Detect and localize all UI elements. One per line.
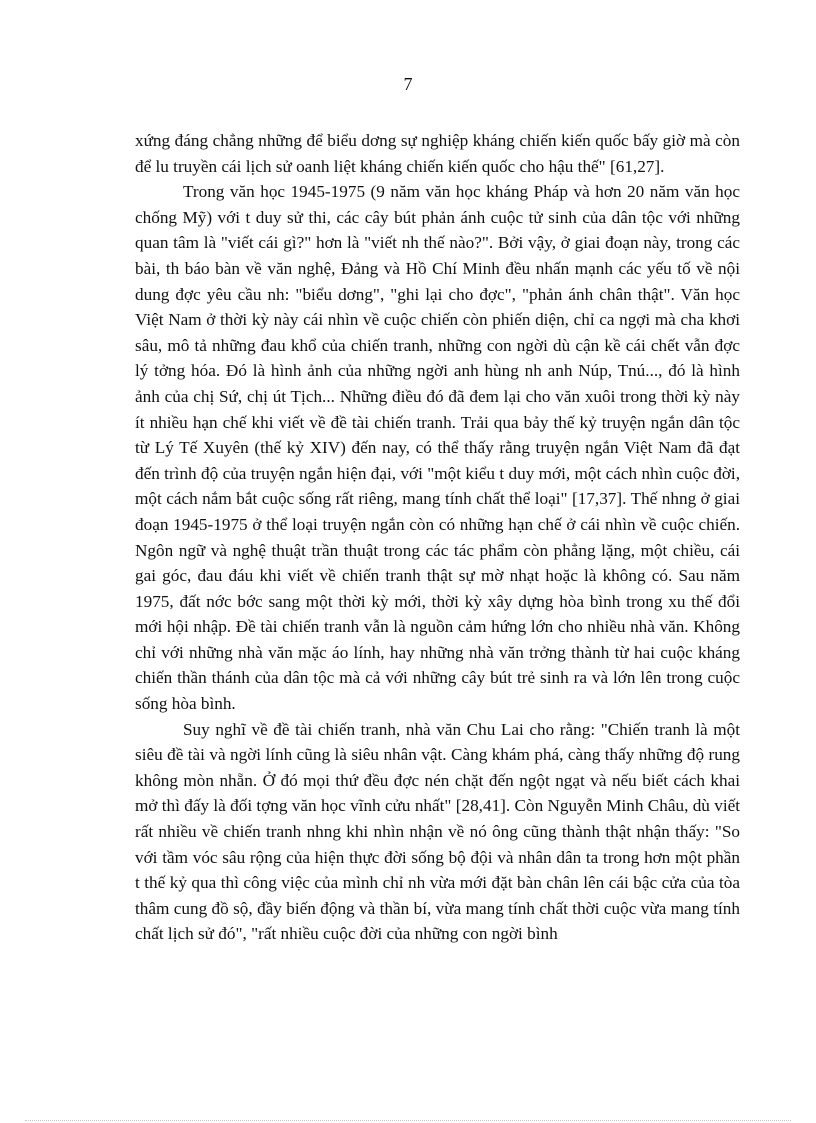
paragraph-3: Suy nghĩ về đề tài chiến tranh, nhà văn Chu Lai cho rằng: "Chiến tranh là một siêu đề tài và ngời lính cũng là siêu nhân vật. Càng khám phá, càng thấy những độ rung không mòn nhẵn. Ở đó mọi thứ đều đợc nén chặt đến ngột ngạt và nếu biết cách khai mở thì đấy là đối tợng văn học vĩnh cửu nhất" [28,41]. Còn Nguyễn Minh Châu, dù viết rất nhiều về chiến tranh nhng khi nhìn nhận về nó ông cũng thành thật nhận thấy: "So với tầm vóc sâu rộng của hiện thực đời sống bộ đội và nhân dân ta trong hơn một phần t thế kỷ qua thì công việc của mình chỉ nh vừa mới đặt bàn chân lên cái bậc cửa của tòa thâm cung đồ sộ, đầy biến động và thần bí, vừa mang tính chất thời cuộc vừa mang tính chất lịch sử đó", "rất nhiều cuộc đời của những con ngời bình [135, 719, 740, 944]
paragraph-1: xứng đáng chẳng những để biểu dơng sự nghiệp kháng chiến kiến quốc bấy giờ mà còn để lu truyền cái lịch sử oanh liệt kháng chiến kiến quốc cho hậu thế" [61,27]. [135, 131, 740, 176]
page-bottom-rule [25, 1120, 791, 1121]
paragraph-2: Trong văn học 1945-1975 (9 năm văn học kháng Pháp và hơn 20 năm văn học chống Mỹ) với t duy sử thi, các cây bút phản ánh cuộc tử sinh của dân tộc với những quan tâm là "viết cái gì?" hơn là "viết nh thế nào?". Bởi vậy, ở giai đoạn này, trong các bài, th báo bàn về văn nghệ, Đảng và Hồ Chí Minh đều nhấn mạnh các yếu tố về nội dung đợc yêu cầu nh: "biểu dơng", "ghi lại cho đợc", "phản ánh chân thật". Văn học Việt Nam ở thời kỳ này cái nhìn về cuộc chiến còn phiến diện, chỉ ca ngợi mà cha khơi sâu, mô tả những đau khổ của chiến tranh, những con ngời dù cận kề cái chết vẫn đợc lý tởng hóa. Đó là hình ảnh của những ngời anh hùng nh anh Núp, Tnú..., đó là hình ảnh của chị Sứ, chị út Tịch... Những điều đó đã đem lại cho văn xuôi trong thời kỳ này ít nhiều hạn chế khi viết về đề tài chiến tranh. Trải qua bảy thế kỷ truyện ngắn dân tộc từ Lý Tế Xuyên (thế kỷ XIV) đến nay, có thể thấy rằng truyện ngắn Việt Nam đã đạt đến trình độ của truyện ngắn hiện đại, với "một kiểu t duy mới, một cách nhìn cuộc đời, một cách nắm bắt cuộc sống rất riêng, mang tính chất thể loại" [17,37]. Thế nhng ở giai đoạn 1945-1975 ở thể loại truyện ngắn còn có những hạn chế ở cái nhìn về cuộc chiến. Ngôn ngữ và nghệ thuật trần thuật trong các tác phẩm còn phẳng lặng, một chiều, cái gai góc, đau đáu khi viết về chiến tranh thật sự mờ nhạt hoặc là không có. Sau năm 1975, đất nớc bớc sang một thời kỳ mới, thời kỳ xây dựng hòa bình trong xu thế đổi mới hội nhập. Đề tài chiến tranh vẫn là nguồn cảm hứng lớn cho nhiều nhà văn. Không chỉ với những nhà văn mặc áo lính, hay những nhà văn trởng thành từ hai cuộc kháng chiến thần thánh của dân tộc mà cả với những cây bút trẻ sinh ra và lớn lên trong cuộc sống hòa bình. [135, 182, 740, 714]
document-body [135, 128, 740, 947]
page-number: 7 [403, 74, 413, 94]
